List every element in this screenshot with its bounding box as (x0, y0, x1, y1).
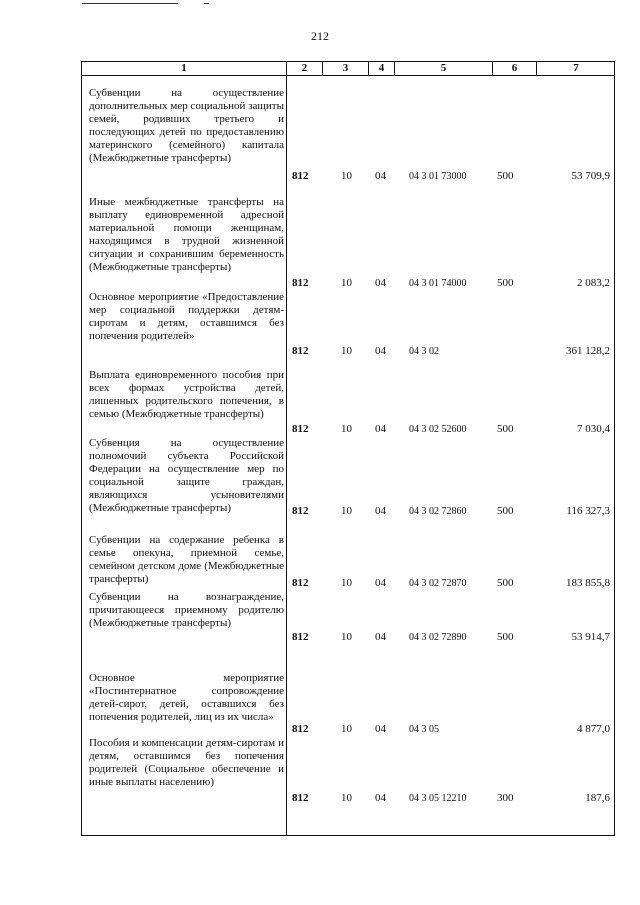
table-header-row (82, 62, 614, 76)
header-col-3: 3 (342, 62, 349, 74)
row-ministry-code: 812 (292, 505, 309, 517)
row-section: 10 (341, 505, 352, 517)
row-subsection: 04 (375, 345, 386, 357)
header-col-5: 5 (440, 62, 447, 74)
row-subsection: 04 (375, 170, 386, 182)
row-description: Субвенции на осуществление дополнительных мер социальной защиты семей, родивших третьего и последующих детей по предоставлению материнского (семейного) капитала (Межбюджетные трансферты) (89, 87, 284, 164)
row-section: 10 (341, 577, 352, 589)
row-ministry-code: 812 (292, 577, 309, 589)
row-section: 10 (341, 170, 352, 182)
row-section: 10 (341, 723, 352, 735)
row-description: Пособия и компенсации детям-сиротам и детям, оставшимся без попечения родителей (Социальное обеспечение и иные выплаты населению) (89, 737, 284, 788)
budget-table (81, 61, 615, 836)
top-rule-fragment (204, 3, 209, 4)
header-col-6: 6 (511, 62, 518, 74)
header-col-1: 1 (181, 62, 187, 74)
row-ministry-code: 812 (292, 277, 309, 289)
row-target-code: 04 3 02 72860 (409, 506, 467, 517)
row-target-code: 04 3 05 (409, 724, 439, 735)
row-expense-type: 500 (497, 505, 514, 517)
row-target-code: 04 3 02 72870 (409, 578, 467, 589)
row-ministry-code: 812 (292, 631, 309, 643)
row-ministry-code: 812 (292, 792, 309, 804)
row-subsection: 04 (375, 423, 386, 435)
row-expense-type: 500 (497, 277, 514, 289)
row-amount: 187,6 (585, 792, 610, 804)
row-amount: 361 128,2 (566, 345, 610, 357)
row-section: 10 (341, 792, 352, 804)
row-subsection: 04 (375, 277, 386, 289)
row-subsection: 04 (375, 792, 386, 804)
row-amount: 183 855,8 (566, 577, 610, 589)
row-expense-type: 500 (497, 631, 514, 643)
row-subsection: 04 (375, 723, 386, 735)
row-expense-type: 500 (497, 170, 514, 182)
page-number: 212 (311, 29, 329, 43)
row-description: Субвенции на вознаграждение, причитающееся приемному родителю (Межбюджетные трансферты) (89, 591, 284, 629)
top-rule (82, 3, 178, 4)
row-expense-type: 500 (497, 577, 514, 589)
row-amount: 116 327,3 (566, 505, 610, 517)
row-amount: 7 030,4 (577, 423, 610, 435)
row-amount: 4 877,0 (577, 723, 610, 735)
header-col-7: 7 (573, 62, 579, 74)
row-target-code: 04 3 05 12210 (409, 793, 467, 804)
row-description: Иные межбюджетные трансферты на выплату единовременной адресной материальной помощи женщинам, находящимся в трудной жизненной ситуации и сохранившим беременность (Межбюджетные трансферты) (89, 196, 284, 273)
row-section: 10 (341, 631, 352, 643)
header-col-4: 4 (378, 62, 385, 74)
row-amount: 53 709,9 (571, 170, 610, 182)
header-col-2: 2 (301, 62, 308, 74)
row-description: Выплата единовременного пособия при всех формах устройства детей, лишенных родительского попечения, в семью (Межбюджетные трансферты) (89, 369, 284, 420)
row-target-code: 04 3 01 73000 (409, 171, 467, 182)
row-ministry-code: 812 (292, 423, 309, 435)
row-ministry-code: 812 (292, 170, 309, 182)
row-subsection: 04 (375, 505, 386, 517)
row-ministry-code: 812 (292, 345, 309, 357)
row-ministry-code: 812 (292, 723, 309, 735)
row-target-code: 04 3 01 74000 (409, 278, 467, 289)
row-target-code: 04 3 02 52600 (409, 424, 467, 435)
row-section: 10 (341, 423, 352, 435)
column-divider (286, 76, 287, 835)
row-section: 10 (341, 277, 352, 289)
row-amount: 53 914,7 (571, 631, 610, 643)
row-subsection: 04 (375, 631, 386, 643)
row-target-code: 04 3 02 (409, 346, 439, 357)
row-amount: 2 083,2 (577, 277, 610, 289)
row-target-code: 04 3 02 72890 (409, 632, 467, 643)
row-description: Субвенция на осуществление полномочий субъекта Российской Федерации на осуществление мер по социальной защите граждан, являющихся усыновителями (Межбюджетные трансферты) (89, 437, 284, 514)
row-expense-type: 500 (497, 423, 514, 435)
row-description: Субвенции на содержание ребенка в семье опекуна, приемной семье, семейном детском доме (Межбюджетные трансферты) (89, 534, 284, 585)
row-expense-type: 300 (497, 792, 514, 804)
row-subsection: 04 (375, 577, 386, 589)
row-section: 10 (341, 345, 352, 357)
row-description: Основное мероприятие «Предоставление мер социальной поддержки детям-сиротам и детям, оставшимся без попечения родителей» (89, 291, 284, 342)
row-description: Основное мероприятие «Постинтернатное сопровождение детей-сирот, детей, оставшихся без попечения родителей, лиц из их числа» (89, 672, 284, 723)
